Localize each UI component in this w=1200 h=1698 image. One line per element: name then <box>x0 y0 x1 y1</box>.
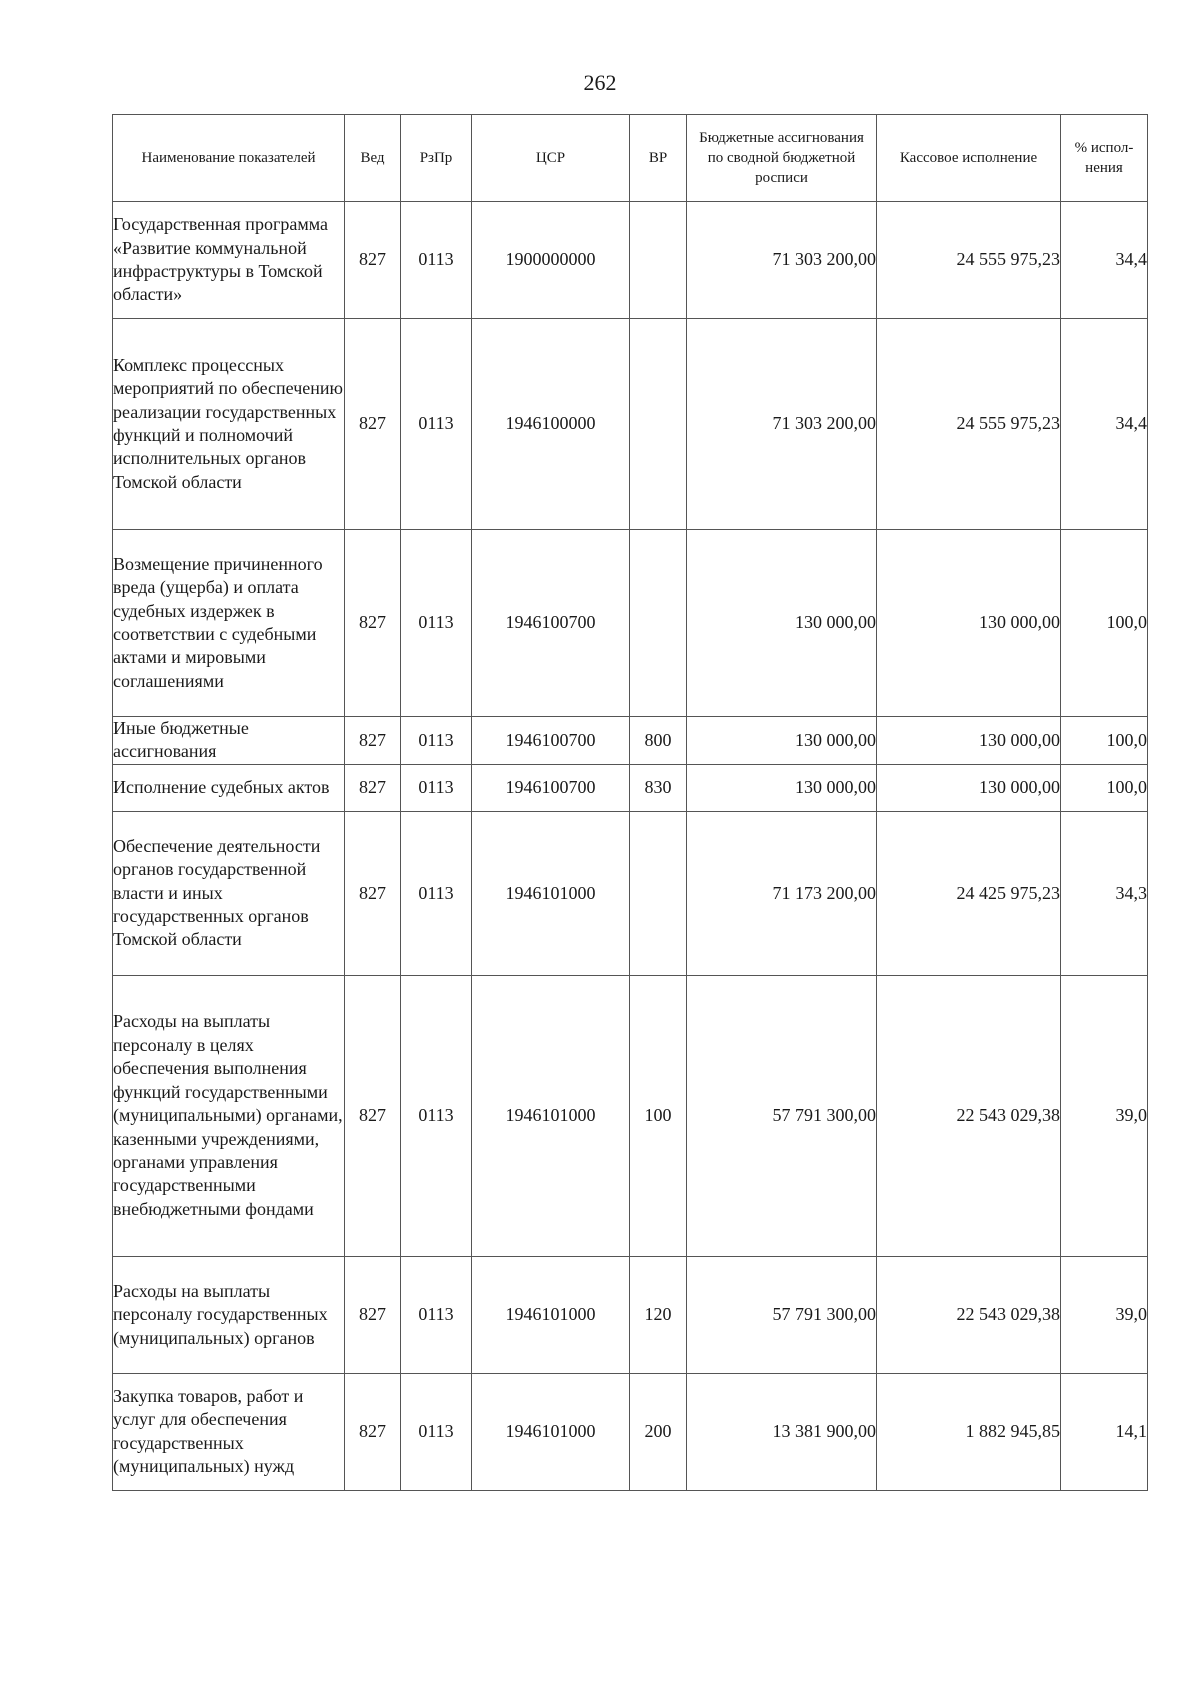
row-name: Закупка товаров, работ и услуг для обеспечения государственных (муниципальных) нужд <box>113 1373 345 1490</box>
row-cash: 22 543 029,38 <box>877 975 1061 1256</box>
row-percent: 100,0 <box>1061 764 1148 811</box>
row-budget: 130 000,00 <box>687 764 877 811</box>
row-rzpr: 0113 <box>401 319 472 530</box>
row-rzpr: 0113 <box>401 202 472 319</box>
row-csr: 1946101000 <box>472 811 630 975</box>
row-vr: 200 <box>630 1373 687 1490</box>
row-name: Комплекс процессных мероприятий по обеспечению реализации государственных функций и полномочий исполнительных органов Томской области <box>113 319 345 530</box>
table-row <box>113 1256 1148 1373</box>
table-row <box>113 764 1148 811</box>
row-percent: 39,0 <box>1061 975 1148 1256</box>
budget-table <box>112 114 1148 1491</box>
header-ved: Вед <box>345 115 401 202</box>
row-rzpr: 0113 <box>401 811 472 975</box>
row-ved: 827 <box>345 319 401 530</box>
header-cash: Кассовое исполнение <box>877 115 1061 202</box>
row-budget: 57 791 300,00 <box>687 1256 877 1373</box>
row-vr: 120 <box>630 1256 687 1373</box>
table-row <box>113 319 1148 530</box>
row-cash: 130 000,00 <box>877 764 1061 811</box>
row-vr: 830 <box>630 764 687 811</box>
row-budget: 71 173 200,00 <box>687 811 877 975</box>
row-csr: 1946101000 <box>472 1373 630 1490</box>
row-rzpr: 0113 <box>401 975 472 1256</box>
row-rzpr: 0113 <box>401 717 472 765</box>
table-header-row <box>113 115 1148 202</box>
row-budget: 130 000,00 <box>687 530 877 717</box>
row-csr: 1946100700 <box>472 764 630 811</box>
row-name: Иные бюджетные ассигнования <box>113 717 345 765</box>
row-rzpr: 0113 <box>401 1256 472 1373</box>
table-row <box>113 975 1148 1256</box>
row-ved: 827 <box>345 764 401 811</box>
row-csr: 1946101000 <box>472 1256 630 1373</box>
row-ved: 827 <box>345 811 401 975</box>
table-row <box>113 811 1148 975</box>
row-name: Государственная программа «Развитие коммунальной инфраструктуры в Томской области» <box>113 202 345 319</box>
row-percent: 34,4 <box>1061 202 1148 319</box>
row-percent: 100,0 <box>1061 530 1148 717</box>
header-csr: ЦСР <box>472 115 630 202</box>
row-ved: 827 <box>345 1373 401 1490</box>
row-percent: 34,3 <box>1061 811 1148 975</box>
row-cash: 24 555 975,23 <box>877 202 1061 319</box>
row-percent: 100,0 <box>1061 717 1148 765</box>
page-number: 262 <box>583 70 617 95</box>
row-cash: 22 543 029,38 <box>877 1256 1061 1373</box>
row-name: Исполнение судебных актов <box>113 764 345 811</box>
row-csr: 1900000000 <box>472 202 630 319</box>
row-ved: 827 <box>345 717 401 765</box>
row-cash: 1 882 945,85 <box>877 1373 1061 1490</box>
row-cash: 130 000,00 <box>877 530 1061 717</box>
row-budget: 71 303 200,00 <box>687 319 877 530</box>
header-percent: % испол-нения <box>1061 115 1148 202</box>
row-vr <box>630 202 687 319</box>
row-csr: 1946101000 <box>472 975 630 1256</box>
row-vr <box>630 530 687 717</box>
row-rzpr: 0113 <box>401 1373 472 1490</box>
row-budget: 71 303 200,00 <box>687 202 877 319</box>
row-name: Обеспечение деятельности органов государственной власти и иных государственных органов Томской области <box>113 811 345 975</box>
row-vr <box>630 811 687 975</box>
table-row <box>113 202 1148 319</box>
row-name: Расходы на выплаты персоналу государственных (муниципальных) органов <box>113 1256 345 1373</box>
row-percent: 39,0 <box>1061 1256 1148 1373</box>
table-row <box>113 717 1148 765</box>
row-rzpr: 0113 <box>401 530 472 717</box>
row-percent: 14,1 <box>1061 1373 1148 1490</box>
row-vr <box>630 319 687 530</box>
row-percent: 34,4 <box>1061 319 1148 530</box>
row-csr: 1946100700 <box>472 717 630 765</box>
row-cash: 24 555 975,23 <box>877 319 1061 530</box>
row-vr: 100 <box>630 975 687 1256</box>
row-budget: 13 381 900,00 <box>687 1373 877 1490</box>
row-ved: 827 <box>345 202 401 319</box>
row-cash: 24 425 975,23 <box>877 811 1061 975</box>
header-budget: Бюджетные ассигнования по сводной бюджетной росписи <box>687 115 877 202</box>
row-csr: 1946100700 <box>472 530 630 717</box>
header-name: Наименование показателей <box>113 115 345 202</box>
row-name: Возмещение причиненного вреда (ущерба) и оплата судебных издержек в соответствии с судебными актами и мировыми соглашениями <box>113 530 345 717</box>
row-budget: 57 791 300,00 <box>687 975 877 1256</box>
row-ved: 827 <box>345 1256 401 1373</box>
row-budget: 130 000,00 <box>687 717 877 765</box>
row-ved: 827 <box>345 975 401 1256</box>
row-vr: 800 <box>630 717 687 765</box>
row-cash: 130 000,00 <box>877 717 1061 765</box>
table-row <box>113 530 1148 717</box>
row-csr: 1946100000 <box>472 319 630 530</box>
row-name: Расходы на выплаты персоналу в целях обеспечения выполнения функций государственными (муниципальными) органами, казенными учреждениями, органами управления государственными внебюджетными фондами <box>113 975 345 1256</box>
row-rzpr: 0113 <box>401 764 472 811</box>
row-ved: 827 <box>345 530 401 717</box>
table-row <box>113 1373 1148 1490</box>
header-rzpr: РзПр <box>401 115 472 202</box>
header-vr: ВР <box>630 115 687 202</box>
